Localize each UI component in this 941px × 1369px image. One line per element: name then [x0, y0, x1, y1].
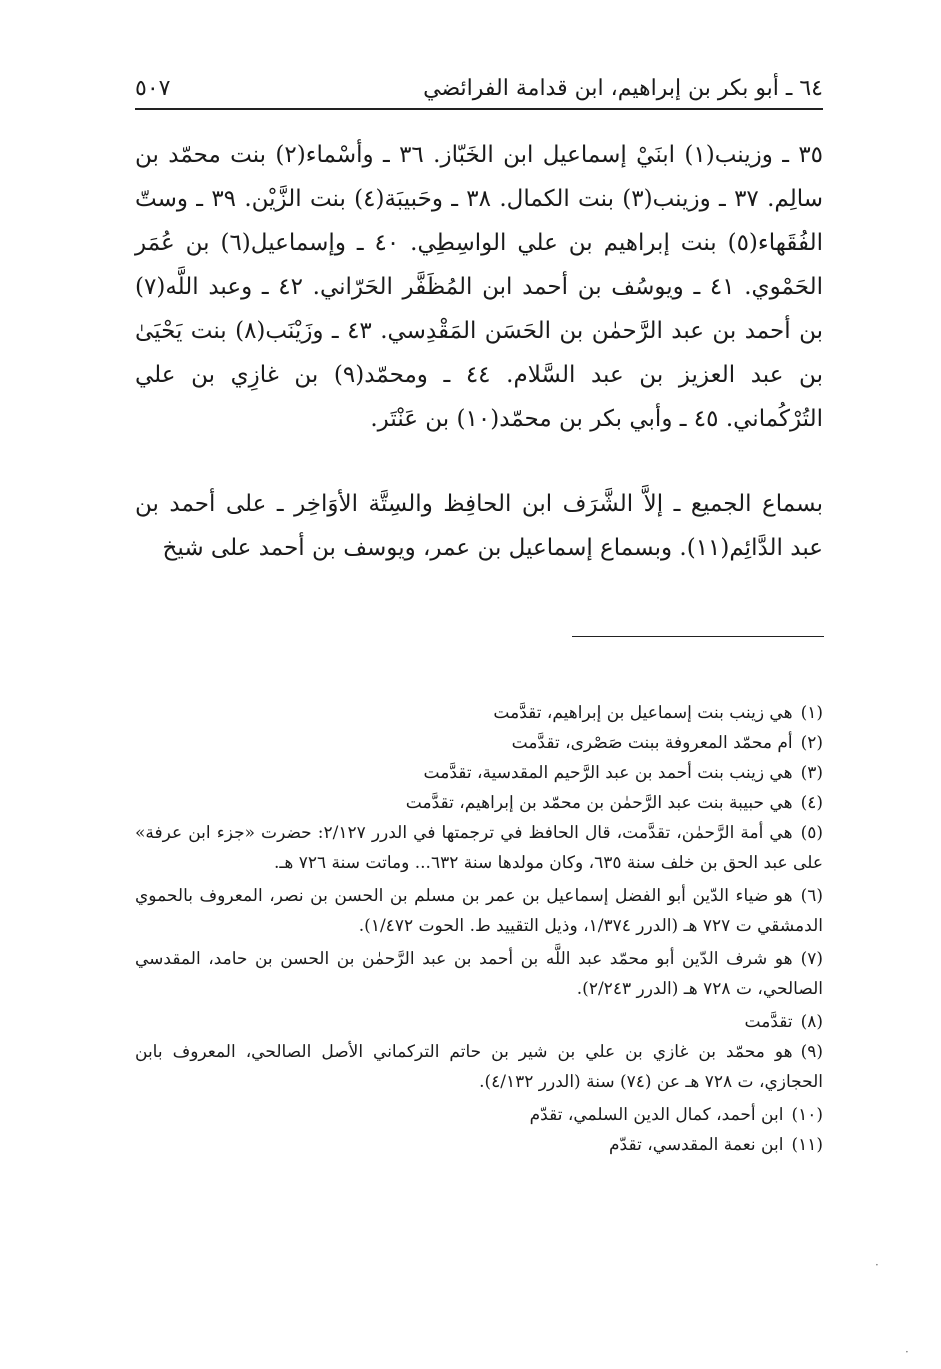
footnote-number: (٣) — [800, 763, 823, 783]
footnote — [135, 944, 823, 1004]
footnote-separator — [572, 636, 824, 637]
footnote-number: (٢) — [800, 733, 823, 753]
footnote-text: تقدَّمت — [744, 1012, 793, 1032]
footnote-text: هو شرف الدّين أبو محمّد عبد اللَّه بن أحمد بن عبد الرَّحمٰن بن الحسن بن حامد، المقدسي الصالحي، ت ٧٢٨ هـ (الدرر ٢/٢٤٣). — [135, 949, 823, 999]
footnote-text: هو محمّد بن غازي بن علي بن شير بن حاتم التركماني الأصل الصالحي، المعروف بابن الحجازي، ت ٧٢٨ هـ عن (٧٤) سنة (الدرر ٤/١٣٢). — [135, 1042, 823, 1092]
page-number: ٥٠٧ — [135, 75, 171, 101]
footnote-number: (١) — [800, 703, 823, 723]
scan-speck: · — [905, 1345, 909, 1359]
footnote — [135, 788, 823, 818]
header-rule — [135, 108, 823, 110]
footnote-number: (٤) — [800, 793, 823, 813]
footnote-text: ابن نعمة المقدسي، تقدّم — [609, 1135, 784, 1155]
footnote-text: هي زينب بنت إسماعيل بن إبراهيم، تقدَّمت — [493, 703, 793, 723]
page-header — [135, 70, 823, 106]
footnote — [135, 1130, 823, 1160]
footnote — [135, 818, 823, 878]
main-paragraph-2 — [135, 482, 823, 570]
footnote-number: (٨) — [800, 1012, 823, 1032]
footnote — [135, 1037, 823, 1097]
footnote — [135, 1100, 823, 1130]
footnote-number: (١١) — [791, 1135, 823, 1155]
footnote — [135, 728, 823, 758]
footnote-number: (١٠) — [791, 1105, 823, 1125]
footnote-text: هو ضياء الدّين أبو الفضل إسماعيل بن عمر بن مسلم بن الحسن بن نصر، المعروف بالحموي الدمشقي ت ٧٢٧ هـ (الدرر ١/٣٧٤، وذيل التقييد ط. الحوت ١/٤٧٢). — [135, 886, 823, 936]
footnote-text: ابن أحمد، كمال الدين السلمي، تقدّم — [529, 1105, 784, 1125]
scan-speck: · — [875, 1258, 879, 1272]
footnote-text: هي حبيبة بنت عبد الرَّحمٰن بن محمّد بن إبراهيم، تقدَّمت — [405, 793, 793, 813]
footnote — [135, 1007, 823, 1037]
footnote-number: (٥) — [800, 823, 823, 843]
footnote-text: هي زينب بنت أحمد بن عبد الرَّحيم المقدسية، تقدَّمت — [423, 763, 793, 783]
footnote-text: هي أمة الرَّحمٰن، تقدَّمت، قال الحافظ في ترجمتها في الدرر ٢/١٢٧: حضرت «جزء ابن عرفة» على عبد الحق بن خلف سنة ٦٣٥، وكان مولدها سنة ٦٣٢... وماتت سنة ٧٢٦ هـ. — [135, 823, 823, 873]
footnote-text: أم محمّد المعروفة ببنت صَصْرى، تقدَّمت — [511, 733, 793, 753]
footnote-number: (٩) — [800, 1042, 823, 1062]
footnote-number: (٧) — [800, 949, 823, 969]
footnote — [135, 758, 823, 788]
main-paragraph-1 — [135, 133, 823, 441]
footnote-number: (٦) — [800, 886, 823, 906]
main-paragraph-1-text: ٣٥ ـ وزينب(١) ابنَيْ إسماعيل ابن الخَبّاز. ٣٦ ـ وأسْماء(٢) بنت محمّد بن سالِم. ٣٧ ـ وزينب(٣) بنت الكمال. ٣٨ ـ وحَبيبَة(٤) بنت الزَّيْن. ٣٩ ـ وستّ الفُقَهاء(٥) بنت إبراهيم بن علي الواسِطِي. ٤٠ ـ وإسماعيل(٦) بن عُمَر الحَمْوي. ٤١ ـ ويوسُف بن أحمد ابن المُظَفَّر الحَرّاني. ٤٢ ـ وعبد اللَّه(٧) بن أحمد بن عبد الرَّحمٰن بن الحَسَن المَقْدِسي. ٤٣ ـ وزَيْنَب(٨) بنت يَحْيَىٰ بن عبد العزيز بن عبد السَّلام. ٤٤ ـ ومحمّد(٩) بن غازِي بن علي التُرْكُماني. ٤٥ ـ وأبي بكر بن محمّد(١٠) بن عَنْتَر. — [135, 142, 824, 432]
footnote — [135, 698, 823, 728]
running-title: ٦٤ ـ أبو بكر بن إبراهيم، ابن قدامة الفرائضي — [423, 75, 823, 101]
footnotes — [135, 698, 823, 1160]
main-paragraph-2-text: بسماع الجميع ـ إلاَّ الشَّرَف ابن الحافِظ والسِتَّة الأوَاخِر ـ على أحمد بن عبد الدَّائِم(١١). وبسماع إسماعيل بن عمر، ويوسف بن أحمد على شيخ — [135, 491, 823, 561]
footnote — [135, 881, 823, 941]
